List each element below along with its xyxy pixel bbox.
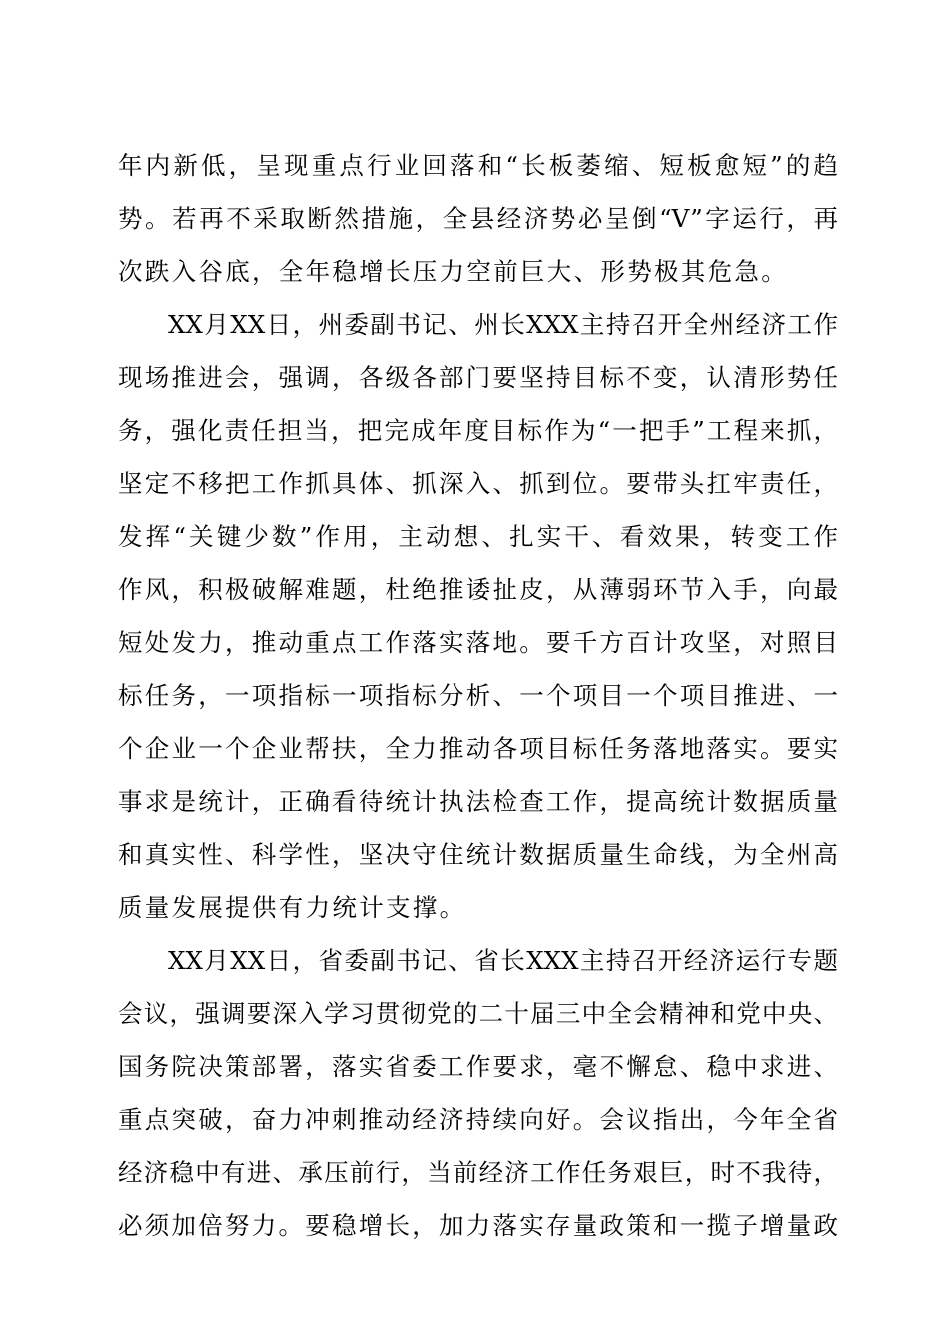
paragraph-line: 务，强化责任担当，把完成年度目标作为“一把手”工程来抓， [118,416,838,445]
paragraph-line: 坚定不移把工作抓具体、抓深入、抓到位。要带头扛牢责任， [118,469,838,498]
paragraph-line: 会议，强调要深入学习贯彻党的二十届三中全会精神和党中央、 [118,999,838,1028]
paragraph-2 [118,298,838,934]
paragraph-line: 势。若再不采取断然措施，全县经济势必呈倒“V”字运行，再 [118,204,838,233]
paragraph-3 [118,934,838,1252]
paragraph-line: 国务院决策部署，落实省委工作要求，毫不懈怠、稳中求进、 [118,1052,838,1081]
paragraph-line: 个企业一个企业帮扶，全力推动各项目标任务落地落实。要实 [118,734,838,763]
paragraph-line: 重点突破，奋力冲刺推动经济持续向好。会议指出，今年全省 [118,1105,838,1134]
paragraph-line: 标任务，一项指标一项指标分析、一个项目一个项目推进、一 [118,681,838,710]
paragraph-line: 必须加倍努力。要稳增长，加力落实存量政策和一揽子增量政 [118,1211,838,1240]
paragraph-line: 次跌入谷底，全年稳增长压力空前巨大、形势极其危急。 [118,257,788,286]
paragraph-line: 短处发力，推动重点工作落实落地。要千方百计攻坚，对照目 [118,628,838,657]
paragraph-line: 现场推进会，强调，各级各部门要坚持目标不变，认清形势任 [118,363,838,392]
paragraph-1 [118,139,838,298]
paragraph-line: 质量发展提供有力统计支撑。 [118,893,467,922]
paragraph-line: 年内新低，呈现重点行业回落和“长板萎缩、短板愈短”的趋 [118,151,838,180]
paragraph-line: XX月XX日，省委副书记、省长XXX主持召开经济运行专题 [168,946,838,975]
body-text [118,139,838,1252]
paragraph-line: XX月XX日，州委副书记、州长XXX主持召开全州经济工作 [168,310,838,339]
paragraph-line: 作风，积极破解难题，杜绝推诿扯皮，从薄弱环节入手，向最 [118,575,838,604]
paragraph-line: 发挥“关键少数”作用，主动想、扎实干、看效果，转变工作 [118,522,838,551]
paragraph-line: 事求是统计，正确看待统计执法检查工作，提高统计数据质量 [118,787,838,816]
paragraph-line: 和真实性、科学性，坚决守住统计数据质量生命线，为全州高 [118,840,838,869]
paragraph-line: 经济稳中有进、承压前行，当前经济工作任务艰巨，时不我待， [118,1158,838,1187]
